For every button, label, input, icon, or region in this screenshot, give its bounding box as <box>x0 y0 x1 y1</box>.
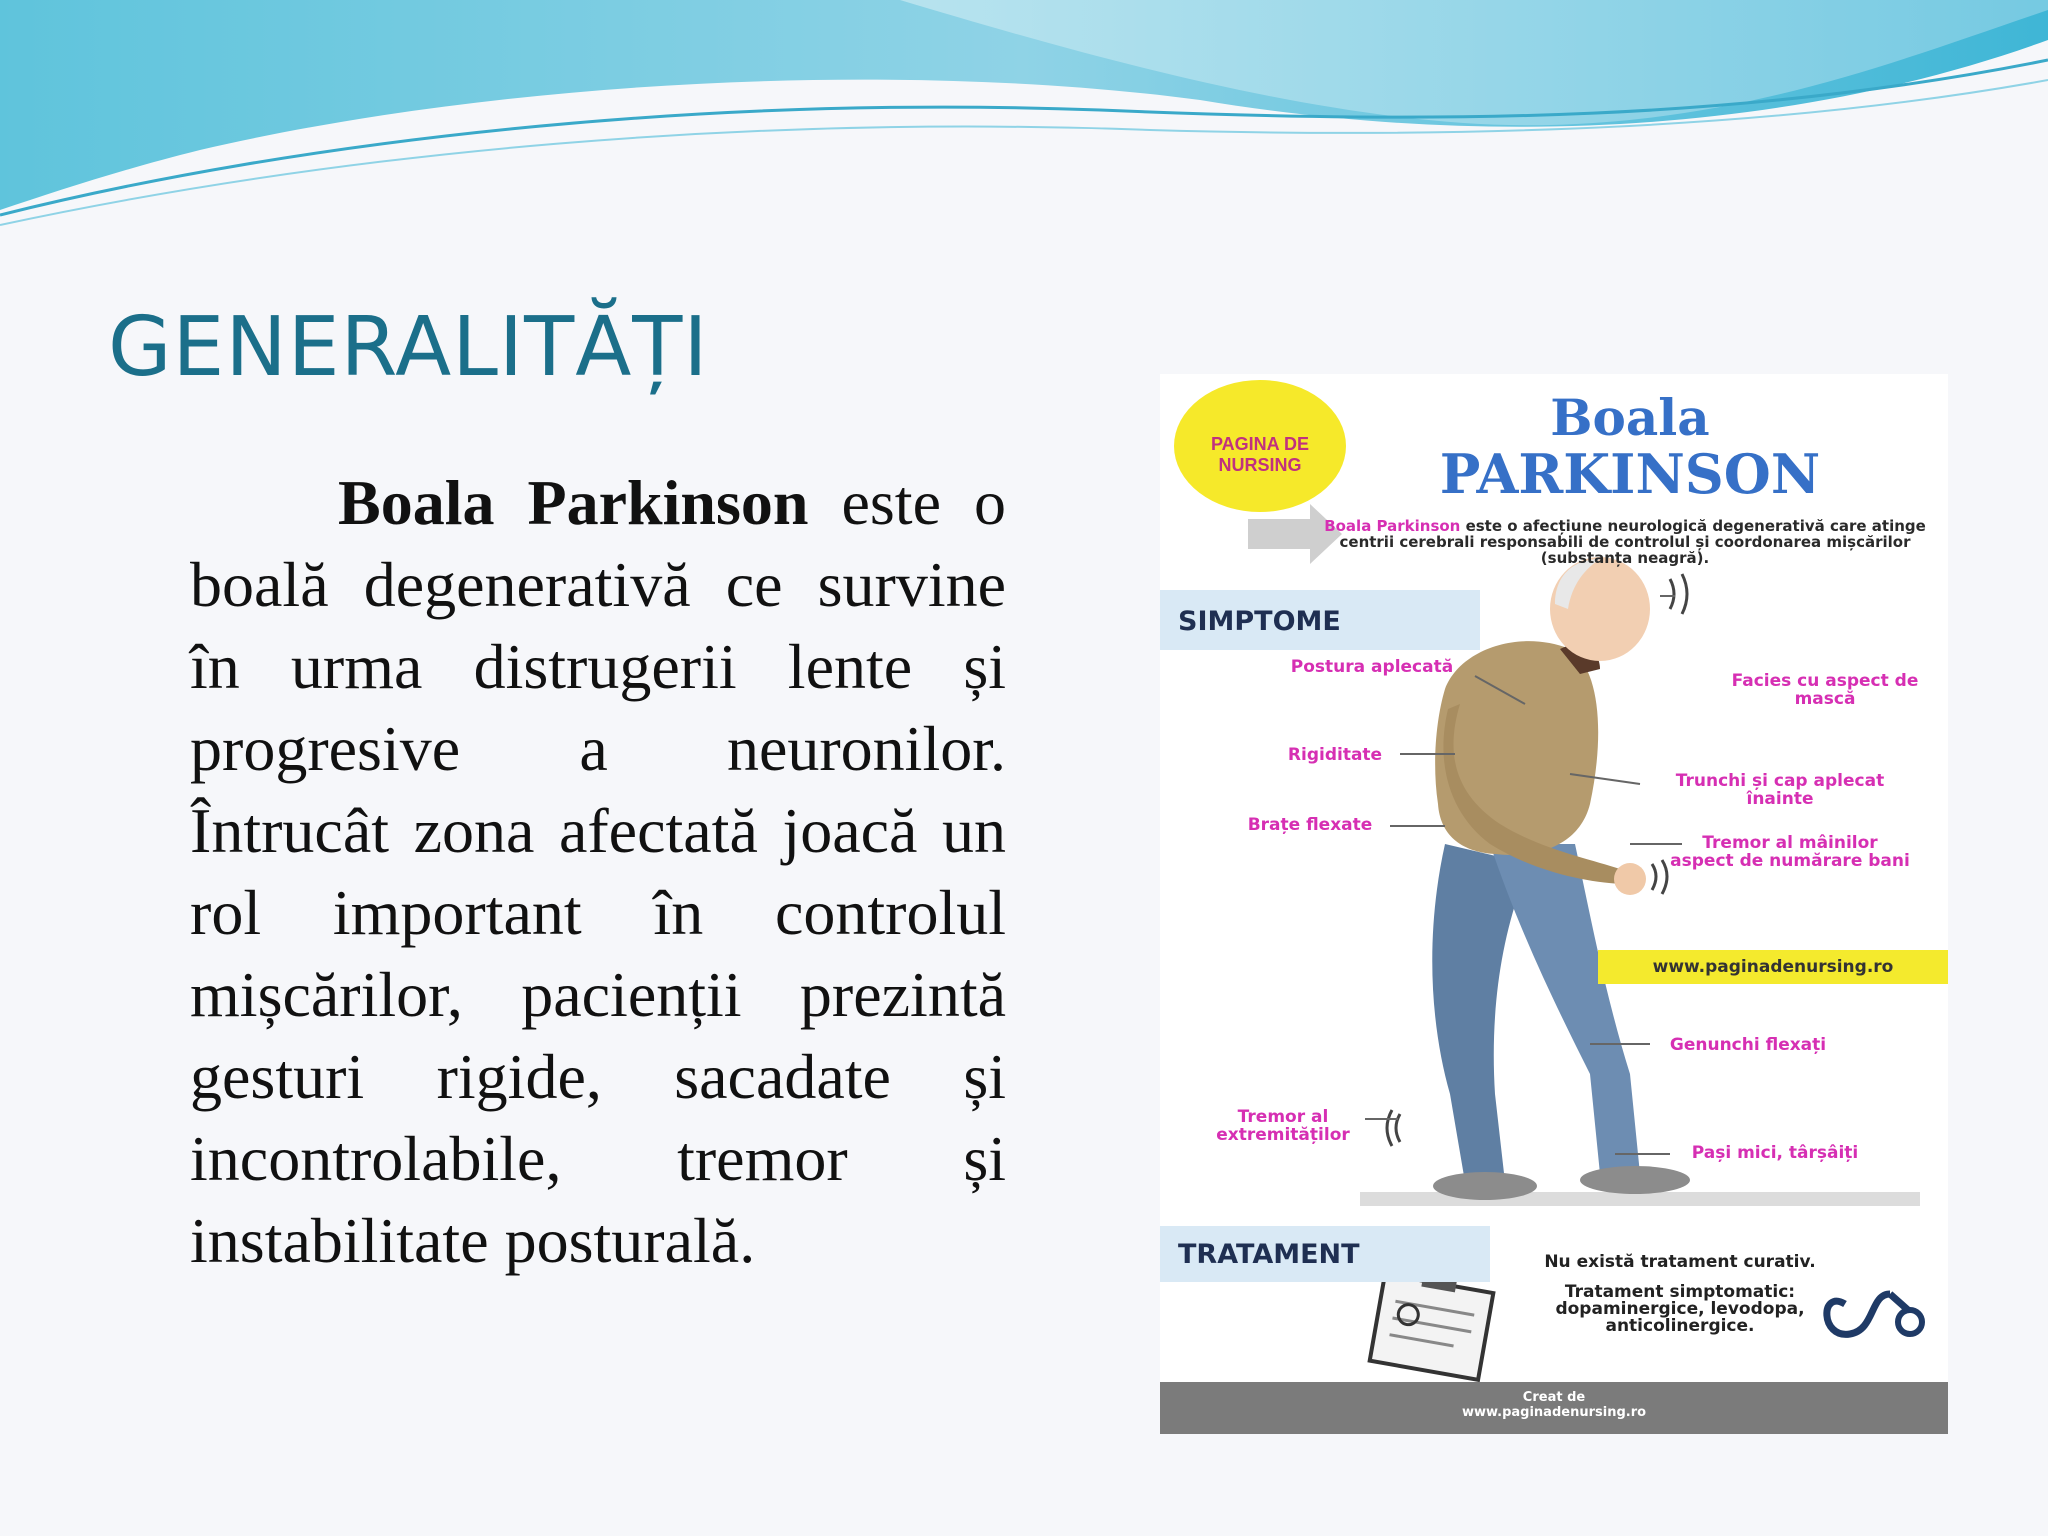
symptoms-heading: SIMPTOME <box>1160 590 1480 650</box>
figure-head <box>1550 557 1650 661</box>
tremor-head-icon <box>1670 574 1687 614</box>
label-rigiditate: Rigiditate <box>1287 745 1383 765</box>
clipboard-icon <box>1370 1266 1495 1380</box>
poster-title-line2: PARKINSON <box>1439 442 1821 506</box>
label-pasi: Pași mici, târșâiți <box>1691 1143 1859 1163</box>
paginadenursing-logo <box>1174 380 1346 512</box>
poster-intro <box>1320 518 1930 566</box>
slide-title: GENERALITĂȚI <box>108 300 709 395</box>
treatment-none: Nu există tratament curativ. <box>1544 1252 1816 1272</box>
tremor-foot-icon <box>1387 1110 1400 1146</box>
label-brate: Brațe flexate <box>1247 815 1373 835</box>
label-tremor-extremitati: Tremor al extremităților <box>1216 1107 1350 1145</box>
treatment-symptomatic: Tratament simptomatic: dopaminergice, levodopa, anticolinergice. <box>1555 1282 1805 1336</box>
label-tremor-maini: Tremor al mâinilor aspect de numărare bani <box>1670 833 1910 871</box>
slide-body-text <box>190 462 1006 1282</box>
poster-intro-rest: este o afecțiune neurologică degenerativă care atinge centrii cerebrali responsabili de controlul și coordonarea mișcărilor (substanța neagră). <box>1339 517 1926 567</box>
header-waves <box>0 0 2048 240</box>
tremor-hand-icon <box>1652 860 1667 894</box>
label-facies: Facies cu aspect de mască <box>1731 671 1919 709</box>
figure-hand <box>1614 863 1646 895</box>
footer-line1: Creat de <box>1522 1390 1586 1405</box>
parkinson-infographic <box>1160 374 1948 1434</box>
poster-footer <box>1160 1382 1948 1434</box>
label-postura: Postura aplecată <box>1290 657 1454 677</box>
website-bar: www.paginadenursing.ro <box>1598 950 1948 984</box>
figure-leg-front <box>1490 844 1640 1174</box>
treatment-heading: TRATAMENT <box>1160 1226 1490 1282</box>
footer-line2: www.paginadenursing.ro <box>1461 1405 1647 1420</box>
stethoscope-icon <box>1827 1294 1922 1334</box>
body-text-rest: este o boală degenerativă ce survine în urma distrugerii lente și progresive a neuronilor. Întrucât zona afectată joacă un rol important în controlul mișcărilor, pacienții prezintă gesturi rigide, sacadate și incontrolabile, tremor și instabilitate posturală. <box>190 467 1007 1276</box>
figure-shoe-back <box>1433 1172 1537 1200</box>
logo-text: PAGINA DE NURSING <box>1210 434 1309 475</box>
label-trunchi: Trunchi și cap aplecat înainte <box>1675 771 1885 809</box>
poster-title-line1: Boala <box>1550 388 1710 447</box>
body-text-lead: Boala Parkinson <box>338 467 809 538</box>
poster-intro-lead: Boala Parkinson <box>1324 517 1461 535</box>
label-genunchi: Genunchi flexați <box>1669 1035 1827 1055</box>
figure-shoe-front <box>1580 1166 1690 1194</box>
